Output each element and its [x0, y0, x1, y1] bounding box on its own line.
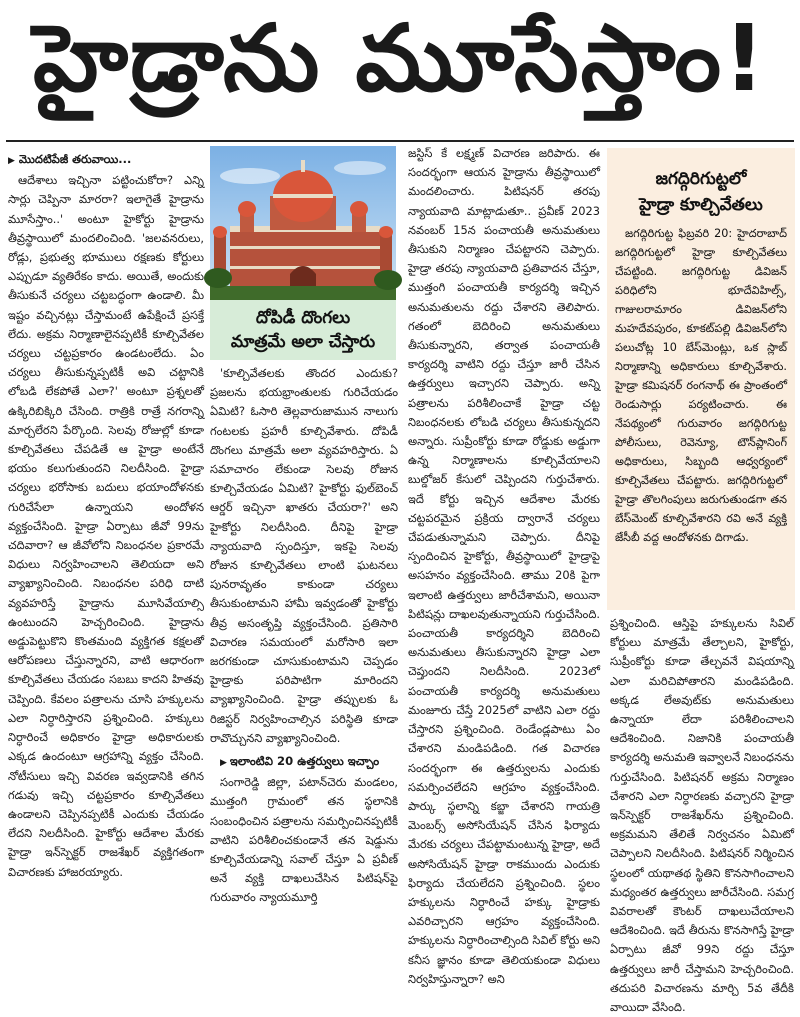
section-head: [210, 752, 398, 773]
sidebar-headline-line-1: జగద్గిరిగుట్టలో: [655, 169, 747, 189]
subhead-line-2: మాత్రమే అలా చేస్తారు: [230, 332, 376, 352]
column-1: [8, 150, 204, 879]
high-court-illustration: [210, 146, 396, 300]
column-2: [210, 364, 398, 905]
column-3: [408, 144, 600, 986]
paragraph: ఆదేశాలు ఇచ్చినా పట్టించుకోరా? ఎన్ని సార్లు చెప్పినా మారరా? ఇలాగైతే హైడ్రాను మూసేస్తాం..' అంటూ హైకోర్టు హైడ్రాను తీవ్రస్థాయిలో మందలించింది. 'జలవనరులు, రోడ్లు, ప్రభుత్వ భూములు రక్షణకు కోర్టులు ఎప్పుడూ వ్యతిరేకం కాదు. అయితే, అందుకు తీసుకునే చర్యలు చట్టబద్ధంగా ఉండాలి. మీ ఇష్టం వచ్చినట్లు చేస్తామంటే ఉపేక్షించే ప్రసక్తే లేదు. అక్రమ నిర్మాణాలైనప్పటికీ కూల్చివేతల చర్యలు చట్టప్రకారం ఉండటంలేదు. ఏం చర్యలు తీసుకున్నప్పటికీ అవి చట్టానికి లోబడి లేకపోతే ఎలా?' అంటూ ప్రశ్నలతో ఉక్కిరిబిక్కిరి చేసింది. రాత్రికి రాత్రే నగరాన్ని మార్చలేరని పేర్కొంది. సెలవు రోజుల్లో కూడా కూల్చివేతలు చేపడితే ఆ హైడ్రా అంటేనే భయం కలుగుతుందని నిలదీసింది. హైడ్రా చర్యలు భరోసాకు బదులు భయాందోళనకు గురిచేసేలా ఉన్నాయని అందోళన వ్యక్తంచేసింది. హైడ్రా ఏర్పాటు జీవో 99ను చదివారా? ఆ జీవోలోని నిబంధనల ప్రకారమే విధులు నిర్వహించాలని తెలియదా అని వ్యాఖ్యానించింది. నిబంధనల పరిధి దాటి వ్యవహరిస్తే హైడ్రాను మూసివేయాల్సి ఉంటుందని హెచ్చరించింది. హైడ్రాను అడ్డుపెట్టుకొని కొంతమంది వ్యక్తిగత కక్షలతో ఆరోపణలు చేస్తున్నారని, వాటి ఆధారంగా కూల్చివేతలు చేయడం సబబు కాదని హితవు చెప్పింది. కేవలం పత్రాలను చూసి హక్కులను ఎలా నిర్ధారిస్తారని ప్రశ్నించింది. హక్కులు నిర్ధారించే అధికారం హైడ్రా అధికారులకు ఎక్కడ ఉందంటూ ఆగ్రహాన్ని వ్యక్తం చేసింది. నోటీసులు ఇచ్చి వివరణ ఇవ్వడానికి తగిన గడువు ఇచ్చి చట్టప్రకారం కూల్చివేతలు ఉండాలని చెప్పినప్పటికీ ఎందుకు చేయడం లేదని నిలదీసింది. హైకోర్టు ఆదేశాల మేరకు హైడ్రా ఇన్‌స్పెక్టర్ రాజశేఖర్ వ్యక్తిగతంగా విచారణకు హాజరయ్యారు.: [8, 173, 204, 879]
kicker: [8, 150, 204, 171]
kicker-text: మొదటిపేజీ తరువాయి...: [18, 152, 132, 166]
headline: హైడ్రాను మూసేస్తాం!: [32, 5, 768, 112]
paragraph: సంగారెడ్డి జిల్లా, పటాన్‌చెరు మండలం, ముత్తంగి గ్రామంలో తన స్థలానికి సంబంధించిన పత్రాలను సమర్పించినప్పటికీ వాటిని పరిశీలించకుండానే తన షెడ్డును కూల్చివేయడాన్ని సవాల్ చేస్తూ ఏ ప్రవీణ్ అనే వ్యక్తి దాఖలుచేసిన పిటిషన్‌పై గురువారం న్యాయమూర్తి: [210, 775, 398, 905]
high-court-photo: [210, 146, 396, 300]
headline-rule: [6, 140, 794, 142]
section-head-text: ఇలాంటివి 20 ఉత్తర్వులు ఇచ్చాం: [229, 754, 380, 769]
subhead-box: [210, 300, 396, 360]
sidebar-headline: [615, 156, 787, 218]
column-4: [610, 614, 794, 1015]
paragraph: ప్రశ్నించింది. ఆస్తిపై హక్కులను సివిల్ కోర్టులు మాత్రమే తేల్చాలని, హైకోర్టు, సుప్రీంకోర్టు కూడా తేల్చవనే విషయాన్ని ఎలా మరిచిపోతారని మండిపడింది. అక్కడ లేఅవుట్‌కు అనుమతులు ఉన్నాయా లేదా పరిశీలించాలని ఆదేశించింది. నిజానికి పంచాయతీ కార్యదర్శి అనుమతి ఇవ్వాలనే నిబంధనను గుర్తుచేసింది. పిటిషనర్ అక్రమ నిర్మాణం చేశారని ఎలా నిర్ధారణకు వచ్చారని హైడ్రా ఇన్‌స్పెక్టర్ రాజశేఖర్‌ను ప్రశ్నించింది. అక్రమమని తేలితే నిర్వచనం ఏమిటో చెప్పాలని నిలదీసింది. పిటిషనర్ నిర్మించిన స్థలంలో యథాతథ స్థితిని కొనసాగించాలని మధ్యంతర ఉత్తర్వులు జారీచేసింది. సమగ్ర వివరాలతో కౌంటర్ దాఖలుచేయాలని ఆదేశించింది. ఇదే తీరును కొనసాగిస్తే హైడ్రా ఏర్పాటు జీవో 99ని రద్దు చేస్తూ ఉత్తర్వులు జారీ చేస్తామని హెచ్చరించింది. తదుపరి విచారణను మార్చి 5వ తేదీకి వాయిదా వేసింది.: [610, 616, 794, 1015]
paragraph: 'కూల్చివేతలకు తొందర ఎందుకు? ప్రజలను భయభ్రాంతులకు గురిచేయడం ఏమిటి? ఓసారి తెల్లవారుజామున నాలుగు గంటలకు ప్రహరీ కూల్చివేశారు. దోపిడీ దొంగలు మాత్రమే అలా వ్యవహరిస్తారు. ఏ సమాచారం లేకుండా సెలవు రోజున కూల్చివేయడం ఏమిటి? హైకోర్టు ఫుల్‌బెంచ్ ఆర్డర్ ఇచ్చినా ఖాతరు చేయరా?' అని హైకోర్టు నిలదీసింది. దీనిపై హైడ్రా న్యాయవాది స్పందిస్తూ, ఇకపై సెలవు రోజున కూల్చివేతలు లాంటి ఘటనలు పునరావృతం కాకుండా చర్యలు తీసుకుంటామని హామీ ఇవ్వడంతో హైకోర్టు తీవ్ర అసంతృప్తి వ్యక్తంచేసింది. ప్రతిసారి విచారణ సమయంలో మరోసారి ఇలా జరగకుండా చూసుకుంటామని చెప్పడం హైడ్రాకు పరిపాటిగా మారిందని వ్యాఖ్యానించింది. హైడ్రా తప్పులకు ఓ రిజిస్టర్ నిర్వహించాల్సిన పరిస్థితి కూడా రావొచ్చునని వ్యాఖ్యానించింది.: [210, 366, 398, 745]
sidebar-body: జగద్గిరిగుట్ట ఫిబ్రవరి 20: హైదరాబాద్ జగద్గిరిగుట్టలో హైడ్రా కూల్చివేతలు చేపట్టింది. జగద్గిరిగుట్ట డివిజన్ పరిధిలోని భూదేవిహిల్స్, గాజులరామారం డివిజన్‌లోని మహదేవపురం, కూకట్‌పల్లి డివిజన్‌లోని పలుచోట్ల 10 బేస్‌మెంట్లు, ఒక స్లాబ్ నిర్మాణాన్ని అధికారులు కూల్చివేశారు. హైడ్రా కమిషనర్ రంగనాథ్ ఈ ప్రాంతంలో రెండుసార్లు పర్యటించారు. ఈ నేపథ్యంలో గురువారం జగద్గిరిగుట్ట పోలీసులు, రెవెన్యూ, టౌన్‌ప్లానింగ్ అధికారులు, సిబ్బంది ఆధ్వర్యంలో కూల్చివేతలు చేపట్టారు. జగద్గిరిగుట్టలో హైడ్రా తొలగింపులు జరుగుతుండగా తన బేస్‌మెంట్ కూల్చివేశారని రవి అనే వ్యక్తి జేసీబీ వద్ద ఆందోళనకు దిగాడు.: [615, 227, 787, 544]
triangle-icon: ▶: [220, 758, 227, 769]
sidebar-headline-line-2: హైడ్రా కూల్చివేతలు: [639, 195, 763, 215]
triangle-icon: ▶: [8, 156, 15, 166]
paragraph: జస్టిస్ కే లక్ష్మణ్ విచారణ జరిపారు. ఈ సందర్భంగా ఆయన హైడ్రాను తీవ్రస్థాయిలో మందలించారు. పిటిషనర్ తరపు న్యాయవాది మాట్లాడుతూ.. ప్రవీణ్ 2023 నవంబర్ 15న పంచాయతీ అనుమతులు తీసుకుని నిర్మాణం చేపట్టారని చెప్పారు. హైడ్రా తరపు న్యాయవాది ప్రతివాదన చేస్తూ, ముత్తంగి పంచాయతీ కార్యదర్శి ఇచ్చిన అనుమతులను రద్దు చేశారని తెలిపారు. గతంలో బెదిరించి అనుమతులు తీసుకున్నారని, తర్వాత పంచాయతీ కార్యదర్శి వాటిని రద్దు చేస్తూ జారీ చేసిన ఉత్తర్వులు ఇచ్చారని చెప్పారు. అన్ని పత్రాలను పరిశీలించాకే హైడ్రా చట్ట నిబంధనలకు లోబడి చర్యలు తీసుకున్నదని అన్నారు. సుప్రీంకోర్టు కూడా రోడ్డుకు అడ్డుగా ఉన్న నిర్మాణాలను కూల్చివేయాలని బుల్డోజర్ కేసులో చెప్పిందని గుర్తుచేశారు. ఇదే కోర్టు ఇచ్చిన ఆదేశాల మేరకు చట్టపరమైన ప్రక్రియ ద్వారానే చర్యలు చేపడుతున్నామని చెప్పారు. దీనిపై స్పందించిన హైకోర్టు, తీవ్రస్థాయిలో హైడ్రాపై అసహనం వ్యక్తంచేసింది. తాము 20కి పైగా ఇలాంటి ఉత్తర్వులు జారీచేశామని, అయినా పిటిషన్లు దాఖలవుతున్నాయని గుర్తుచేసింది. పంచాయతీ కార్యదర్శిని బెదిరించి అనుమతులు తీసుకున్నారని హైడ్రా ఎలా చెప్తుందని నిలదీసింది. 2023లో పంచాయతీ కార్యదర్శి అనుమతులు మంజూరు చేస్తే 2025లో వాటిని ఎలా రద్దు చేస్తారని ప్రశ్నించింది. రెండేండ్లపాటు ఏం చేశారని మండిపడింది. గత విచారణ సందర్భంగా ఈ ఉత్తర్వులను ఎందుకు సమర్పించలేదని ఆగ్రహం వ్యక్తంచేసింది. పార్కు స్థలాన్ని కబ్జా చేశారని గాయత్రి మెంబర్స్ అసోసియేషన్ చేసిన ఫిర్యాదు మేరకు చర్యలు చేపట్టామంటున్న హైడ్రా, అదే అసోసియేషన్ హైడ్రా రాకముందు ఎందుకు ఫిర్యాదు చేయలేదని ప్రశ్నించింది. స్థలం హక్కులను నిర్ధారించే హక్కు హైడ్రాకు ఎవరిచ్చారని ఆగ్రహం వ్యక్తంచేసింది. హక్కులను నిర్ధారించాల్సింది సివిల్ కోర్టు అని కనీస జ్ఞానం కూడా తెలియకుండా విధులు నిర్వహిస్తున్నారా? అని: [408, 146, 600, 986]
subhead-line-1: దోపిడీ దొంగలు: [255, 308, 351, 328]
sidebar-box: [607, 148, 795, 610]
